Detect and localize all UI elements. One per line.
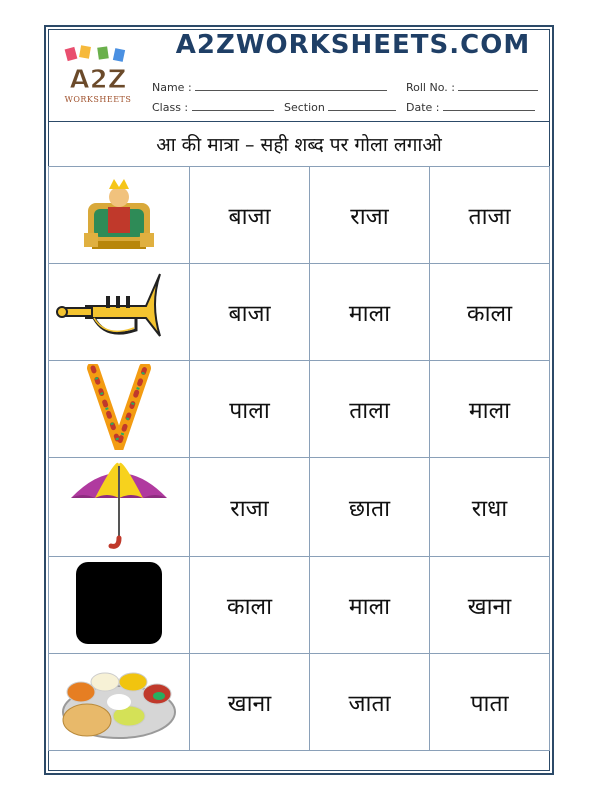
word-option[interactable] <box>310 458 430 557</box>
grid-row <box>49 654 550 751</box>
word-option[interactable] <box>430 557 550 654</box>
word-text[interactable]: राजा <box>350 204 389 230</box>
class-label: Class : <box>152 101 189 114</box>
word-option[interactable] <box>190 654 310 751</box>
section-label: Section <box>284 101 325 114</box>
word-option[interactable] <box>430 458 550 557</box>
svg-text:A2Z: A2Z <box>69 65 127 95</box>
word-text[interactable]: राजा <box>230 496 269 522</box>
picture-cell <box>49 264 190 361</box>
word-option[interactable] <box>190 264 310 361</box>
name-field <box>152 80 387 94</box>
word-text[interactable]: पाला <box>229 398 270 424</box>
section-field <box>284 100 396 114</box>
king-picture <box>74 173 164 253</box>
food-platter-picture <box>59 658 179 742</box>
word-option[interactable] <box>310 264 430 361</box>
word-option[interactable] <box>430 264 550 361</box>
word-text[interactable]: जाता <box>348 691 391 717</box>
grid-row <box>49 264 550 361</box>
picture-cell <box>49 167 190 264</box>
word-option[interactable] <box>310 557 430 654</box>
word-option[interactable] <box>190 458 310 557</box>
picture-cell <box>49 361 190 458</box>
svg-text:WORKSHEETS: WORKSHEETS <box>64 95 132 104</box>
word-text[interactable]: ताजा <box>468 204 511 230</box>
picture-cell <box>49 557 190 654</box>
word-text[interactable]: ताला <box>349 398 390 424</box>
instruction-text: आ की मात्रा – सही शब्द पर गोला लगाओ <box>156 134 442 156</box>
class-field <box>152 100 274 114</box>
section-line[interactable] <box>328 100 396 111</box>
word-option[interactable] <box>190 361 310 458</box>
word-option[interactable] <box>430 361 550 458</box>
picture-cell <box>49 654 190 751</box>
roll-line[interactable] <box>458 80 538 91</box>
trumpet-picture <box>56 270 182 350</box>
name-line[interactable] <box>195 80 387 91</box>
word-text[interactable]: माला <box>468 398 511 424</box>
word-text[interactable]: काला <box>226 594 273 620</box>
word-text[interactable]: राधा <box>471 496 508 522</box>
word-text[interactable]: माला <box>348 301 391 327</box>
word-option[interactable] <box>310 654 430 751</box>
word-option[interactable] <box>190 167 310 264</box>
word-grid <box>48 166 550 751</box>
garland-picture <box>79 364 159 450</box>
name-label: Name : <box>152 81 192 94</box>
word-option[interactable] <box>310 361 430 458</box>
word-text[interactable]: पाता <box>470 691 509 717</box>
word-text[interactable]: बाजा <box>228 204 271 230</box>
word-text[interactable]: खाना <box>227 691 272 717</box>
class-line[interactable] <box>192 100 274 111</box>
word-text[interactable]: माला <box>348 594 391 620</box>
umbrella-picture <box>67 458 171 552</box>
grid-row <box>49 557 550 654</box>
black-square-picture <box>74 560 164 646</box>
picture-cell <box>49 458 190 557</box>
date-line[interactable] <box>443 100 535 111</box>
grid-row <box>49 361 550 458</box>
a2z-logo <box>58 44 138 108</box>
grid-row <box>49 167 550 264</box>
word-option[interactable] <box>190 557 310 654</box>
header-separator <box>48 121 550 122</box>
grid-row <box>49 458 550 557</box>
word-option[interactable] <box>430 167 550 264</box>
word-option[interactable] <box>430 654 550 751</box>
word-option[interactable] <box>310 167 430 264</box>
date-field <box>406 100 535 114</box>
word-text[interactable]: काला <box>466 301 513 327</box>
roll-field <box>406 80 538 94</box>
date-label: Date : <box>406 101 440 114</box>
word-text[interactable]: छाता <box>348 496 391 522</box>
word-text[interactable]: बाजा <box>228 301 271 327</box>
site-title: A2ZWORKSHEETS.COM <box>175 30 531 60</box>
word-text[interactable]: खाना <box>467 594 512 620</box>
roll-label: Roll No. : <box>406 81 455 94</box>
